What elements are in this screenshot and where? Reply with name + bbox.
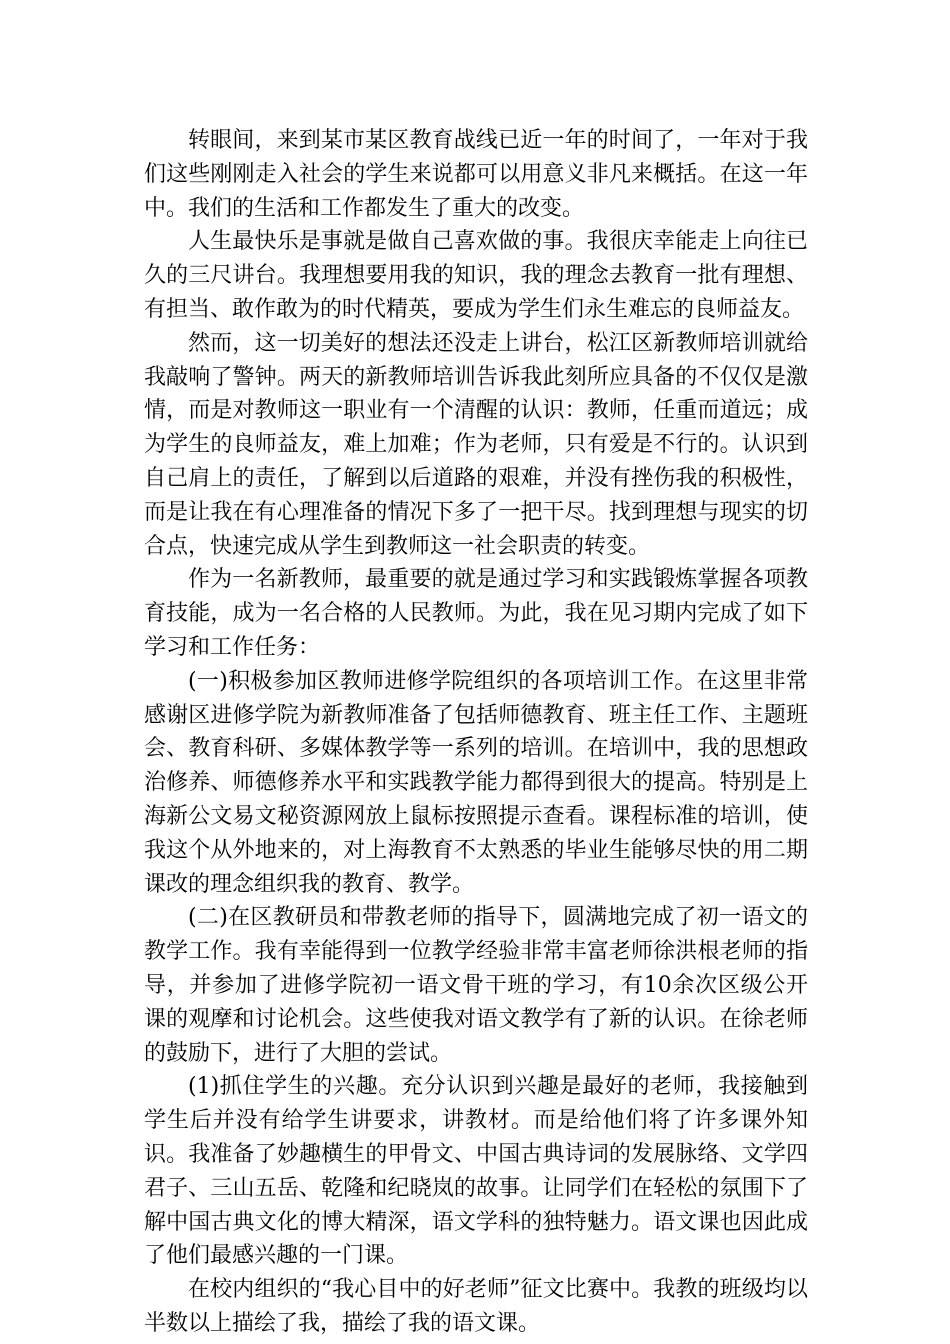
paragraph-new-teacher: 作为一名新教师，最重要的就是通过学习和实践锻炼掌握各项教育技能，成为一名合格的人民教师。为此，我在见习期内完成了如下学习和工作任务： (144, 567, 808, 660)
document-body (144, 124, 808, 1341)
paragraph-essay-contest: 在校内组织的“我心目中的好老师”征文比赛中。我教的班级均以半数以上描绘了我，描绘了我的语文课。 (144, 1277, 808, 1336)
paragraph-interest: (1)抓住学生的兴趣。充分认识到兴趣是最好的老师，我接触到学生后并没有给学生讲要求，讲教材。而是给他们将了许多课外知识。我准备了妙趣横生的甲骨文、中国古典诗词的发展脉络、文学四君子、三山五岳、乾隆和纪晓岚的故事。让同学们在轻松的氛围下了解中国古典文化的博大精深，语文学科的独特魅力。语文课也因此成了他们最感兴趣的一门课。 (144, 1074, 808, 1269)
paragraph-training-alarm: 然而，这一切美好的想法还没走上讲台，松江区新教师培训就给我敲响了警钟。两天的新教师培训告诉我此刻所应具备的不仅仅是激情，而是对教师这一职业有一个清醒的认识：教师，任重而道远；成为学生的良师益友，难上加难；作为老师，只有爱是不行的。认识到自己肩上的责任，了解到以后道路的艰难，并没有挫伤我的积极性，而是让我在有心理准备的情况下多了一把干尽。找到理想与现实的切合点，快速完成从学生到教师这一社会职责的转变。 (144, 330, 808, 559)
paragraph-happiness: 人生最快乐是事就是做自己喜欢做的事。我很庆幸能走上向往已久的三尺讲台。我理想要用我的知识，我的理念去教育一批有理想、有担当、敢作敢为的时代精英，要成为学生们永生难忘的良师益友。 (144, 229, 808, 322)
paragraph-item-two: (二)在区教研员和带教老师的指导下，圆满地完成了初一语文的教学工作。我有幸能得到一位教学经验非常丰富老师徐洪根老师的指导，并参加了进修学院初一语文骨干班的学习，有10余次区级公开课的观摩和讨论机会。这些使我对语文教学有了新的认识。在徐老师的鼓励下，进行了大胆的尝试。 (144, 905, 808, 1066)
paragraph-intro: 转眼间，来到某市某区教育战线已近一年的时间了，一年对于我们这些刚刚走入社会的学生来说都可以用意义非凡来概括。在这一年中。我们的生活和工作都发生了重大的改变。 (144, 128, 808, 221)
paragraph-item-one: (一)积极参加区教师进修学院组织的各项培训工作。在这里非常感谢区进修学院为新教师准备了包括师德教育、班主任工作、主题班会、教育科研、多媒体教学等一系列的培训。在培训中，我的思想政治修养、师德修养水平和实践教学能力都得到很大的提高。特别是上海新公文易文秘资源网放上鼠标按照提示查看。课程标准的培训，使我这个从外地来的，对上海教育不太熟悉的毕业生能够尽快的用二期课改的理念组织我的教育、教学。 (144, 668, 808, 897)
